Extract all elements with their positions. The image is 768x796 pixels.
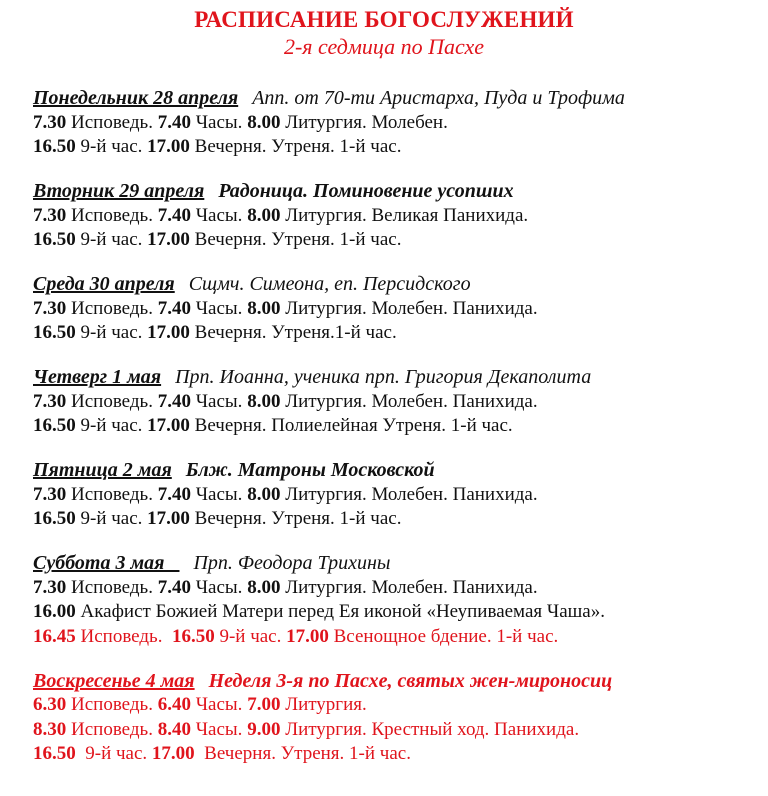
service-description: Литургия. Молебен. (280, 111, 448, 133)
day-feast: Неделя 3-я по Пасхе, святых жен-мироносиц (208, 669, 613, 692)
service-time: 8.00 (247, 390, 281, 412)
service-time: 8.00 (247, 297, 281, 319)
service-line (33, 742, 758, 767)
service-description: Литургия. Великая Панихида. (280, 204, 529, 226)
day-header (33, 669, 758, 694)
service-description: Вечерня. Утреня. 1-й час. (189, 136, 402, 157)
service-description: Литургия. (280, 694, 367, 715)
service-time: 7.30 (33, 576, 67, 598)
service-time: 6.30 (33, 694, 67, 715)
service-time: 16.00 (33, 601, 76, 622)
service-description: Всенощное бдение. 1-й час. (328, 625, 559, 647)
day-header (33, 272, 758, 297)
service-description: Часы. (190, 297, 248, 319)
schedule-day (33, 669, 758, 767)
service-time: 17.00 (147, 322, 190, 343)
service-description: Исповедь. (75, 625, 172, 647)
service-description: Исповедь. (66, 111, 158, 133)
service-line (33, 576, 758, 601)
day-feast: Сщмч. Симеона, еп. Персидского (188, 273, 471, 295)
service-time: 8.00 (247, 111, 281, 133)
page-title: РАСПИСАНИЕ БОГОСЛУЖЕНИЙ (194, 7, 574, 32)
service-time: 7.30 (33, 111, 67, 133)
service-description: Исповедь. (66, 483, 158, 505)
day-date-label: Суббота 3 мая (33, 552, 180, 574)
service-description: 9-й час. (75, 743, 152, 764)
page-header (0, 0, 768, 60)
service-description: Исповедь. (66, 390, 158, 412)
service-time: 8.40 (157, 718, 191, 740)
service-description: Вечерня. Утреня.1-й час. (189, 322, 397, 343)
service-time: 17.00 (286, 625, 329, 647)
service-time: 7.30 (33, 297, 67, 319)
service-time: 16.50 (33, 743, 76, 764)
service-line (33, 204, 758, 229)
service-time: 16.50 (33, 229, 76, 250)
service-description: Часы. (190, 576, 248, 598)
service-time: 7.40 (157, 576, 191, 598)
service-description: Часы. (190, 390, 248, 412)
service-description: Литургия. Молебен. Панихида. (280, 297, 538, 319)
service-line (33, 625, 758, 650)
service-time: 16.50 (33, 136, 76, 157)
day-feast: Апп. от 70-ти Аристарха, Пуда и Трофима (252, 87, 625, 109)
day-date-label: Понедельник 28 апреля (33, 87, 239, 109)
service-time: 7.40 (157, 390, 191, 412)
service-description: Вечерня. Утреня. 1-й час. (194, 743, 411, 764)
service-description: Литургия. Крестный ход. Панихида. (280, 718, 580, 740)
service-description: Литургия. Молебен. Панихида. (280, 390, 538, 412)
schedule-day (33, 272, 758, 346)
service-description: 9-й час. (75, 508, 148, 529)
service-time: 16.50 (33, 322, 76, 343)
service-time: 7.40 (157, 297, 191, 319)
service-description: Вечерня. Утреня. 1-й час. (189, 229, 402, 250)
service-time: 8.00 (247, 576, 281, 598)
service-line (33, 693, 758, 718)
service-description: 9-й час. (75, 415, 148, 436)
day-feast: Радоница. Поминовение усопших (218, 180, 514, 202)
service-description: Часы. (190, 111, 248, 133)
service-line (33, 718, 758, 743)
schedule-list (33, 86, 758, 786)
day-feast: Прп. Феодора Трихины (193, 552, 391, 574)
service-line (33, 507, 758, 532)
schedule-day (33, 458, 758, 532)
day-header (33, 179, 758, 204)
service-line (33, 390, 758, 415)
schedule-day (33, 551, 758, 649)
service-description: 9-й час. (75, 322, 148, 343)
schedule-day (33, 86, 758, 160)
service-time: 17.00 (151, 743, 195, 764)
service-time: 6.40 (157, 694, 191, 715)
service-time: 16.50 (33, 508, 76, 529)
service-description: Исповедь. (66, 204, 158, 226)
service-description: Вечерня. Полиелейная Утреня. 1-й час. (189, 415, 513, 436)
service-time: 17.00 (147, 136, 190, 157)
service-time: 17.00 (147, 508, 190, 529)
day-date-label: Четверг 1 мая (33, 366, 162, 388)
service-line (33, 297, 758, 322)
service-description: Исповедь. (66, 576, 158, 598)
service-time: 7.00 (247, 694, 281, 715)
service-time: 16.50 (171, 625, 215, 647)
day-header (33, 86, 758, 111)
day-header (33, 458, 758, 483)
day-date-label: Пятница 2 мая (33, 459, 172, 481)
service-time: 7.30 (33, 483, 67, 505)
service-description: Часы. (190, 204, 248, 226)
service-description: Литургия. Молебен. Панихида. (280, 576, 538, 598)
day-header (33, 365, 758, 390)
service-time: 17.00 (147, 415, 190, 436)
service-time: 7.30 (33, 204, 67, 226)
service-description: Часы. (190, 694, 248, 715)
service-description: Литургия. Молебен. Панихида. (280, 483, 538, 505)
service-time: 7.40 (157, 204, 191, 226)
service-time: 16.45 (33, 625, 76, 647)
service-description: Исповедь. (66, 718, 158, 740)
day-date-label: Вторник 29 апреля (33, 180, 205, 202)
service-description: Акафист Божией Матери перед Ея иконой «Неупиваемая Чаша». (75, 601, 605, 622)
service-time: 7.30 (33, 390, 67, 412)
service-description: Исповедь. (66, 694, 158, 715)
service-line (33, 111, 758, 136)
service-line (33, 600, 758, 625)
service-time: 17.00 (147, 229, 190, 250)
service-time: 8.00 (247, 483, 281, 505)
schedule-day (33, 365, 758, 439)
day-feast: Блж. Матроны Московской (185, 459, 435, 481)
service-time: 8.00 (247, 204, 281, 226)
service-line (33, 135, 758, 160)
service-description: 9-й час. (214, 625, 287, 647)
schedule-day (33, 179, 758, 253)
service-time: 7.40 (157, 111, 191, 133)
service-line (33, 414, 758, 439)
service-description: 9-й час. (75, 229, 148, 250)
service-time: 9.00 (247, 718, 281, 740)
service-time: 7.40 (157, 483, 191, 505)
service-line (33, 321, 758, 346)
page-subtitle: 2-я седмица по Пасхе (283, 34, 485, 59)
service-description: Исповедь. (66, 297, 158, 319)
service-description: Вечерня. Утреня. 1-й час. (189, 508, 402, 529)
service-line (33, 483, 758, 508)
service-description: 9-й час. (75, 136, 148, 157)
service-time: 16.50 (33, 415, 76, 436)
day-date-label: Воскресенье 4 мая (33, 669, 195, 692)
day-header (33, 551, 758, 576)
service-time: 8.30 (33, 718, 67, 740)
day-date-label: Среда 30 апреля (33, 273, 175, 295)
service-description: Часы. (190, 718, 248, 740)
service-description: Часы. (190, 483, 248, 505)
day-feast: Прп. Иоанна, ученика прп. Григория Декаполита (175, 366, 592, 388)
service-line (33, 228, 758, 253)
